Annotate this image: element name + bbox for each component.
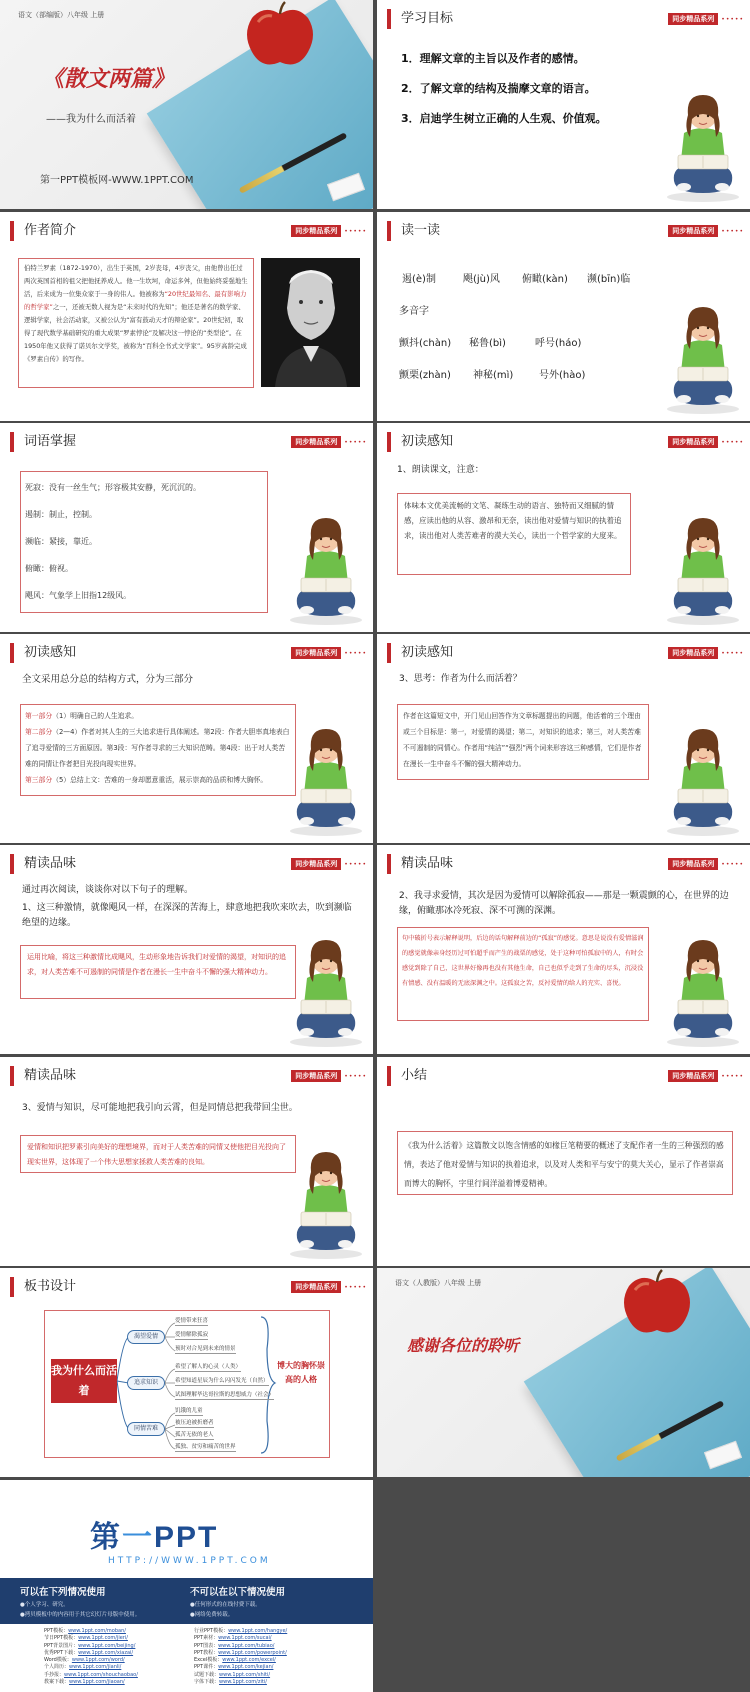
- vocab-box: [20, 471, 268, 613]
- apple-image: [619, 1268, 695, 1338]
- duoyin-label: 多音字: [399, 306, 429, 317]
- title-bar: [10, 854, 14, 874]
- slide-first-reading-3[interactable]: [377, 634, 750, 843]
- link-row[interactable]: Word模板：www.1ppt.com/word/: [44, 1657, 125, 1664]
- title-bar: [387, 221, 391, 241]
- lead-text: 通过再次阅读，谈谈你对以下句子的理解。: [22, 885, 194, 895]
- link-row[interactable]: PPT课件：www.1ppt.com/kejian/: [194, 1664, 274, 1671]
- link-row[interactable]: Excel模板：www.1ppt.com/excel/: [194, 1657, 276, 1664]
- link-row[interactable]: 优秀PPT下载：www.1ppt.com/xiazai/: [44, 1649, 134, 1656]
- slide-title: 初读感知: [24, 645, 77, 660]
- slide-title: 词语掌握: [24, 434, 77, 449]
- slide-title: 作者简介: [24, 223, 77, 238]
- right-links: [194, 1628, 287, 1686]
- brand-badge: 同步精品系列 •••••: [291, 1070, 367, 1082]
- answer-box: 句中破折号表示解释说明，后边的话句解释前边的“孤寂”的感觉。意思是说没有爱情滋润的感觉就像亲身经历过可怕超乎而产生的战栗的感觉，处于这种可怕孤寂中的人，有时会感觉到除了自己，这世界好像再也没有其他生命，自己也似乎走到了生命的尽头，沉浸没有情感、没有温暖的无底深渊之中。这孤寂之苦，反衬爱情的给人的充实、喜悦。: [397, 927, 649, 1021]
- slide-title: 板书设计: [24, 1279, 77, 1294]
- slide-title: 初读感知: [401, 645, 454, 660]
- question-text: 1、这三种激情，就像飓风一样，在深深的苦海上，肆意地把我吹来吹去，吹到濒临绝望的边缘。: [22, 903, 352, 928]
- reading-girl-image: [285, 930, 367, 1048]
- pron-item: 濒(bīn)临: [587, 274, 631, 285]
- link-row[interactable]: 教案下载：www.1ppt.com/jiaoan/: [44, 1679, 125, 1686]
- pron-item: 神秘(mì): [473, 370, 514, 381]
- summary-box: 《我为什么活着》这篇散文以饱含情感的如椽巨笔精要的概述了支配作者一生的三种强烈的感情，表达了他对爱情与知识的执着追求，以及对人类和平与安宁的莫大关心，显示了作者崇高而博大的胸怀，字里行间洋溢着博爱精神。: [397, 1131, 733, 1195]
- slide-title: 读一读: [401, 223, 441, 238]
- slide-ad[interactable]: [0, 1480, 373, 1692]
- slide-goals[interactable]: [377, 0, 750, 209]
- mindmap-node: 渴望爱情: [127, 1330, 165, 1344]
- brand-badge: 同步精品系列 •••••: [291, 1281, 367, 1293]
- title-bar: [10, 643, 14, 663]
- brand-badge: 同步精品系列 •••••: [291, 225, 367, 237]
- slide-deep-reading-3[interactable]: [0, 1057, 373, 1266]
- slide-thanks[interactable]: [377, 1268, 750, 1477]
- title-bar: [10, 1277, 14, 1297]
- title-bar: [10, 1066, 14, 1086]
- mindmap-leaf: 爱情解除孤寂: [175, 1332, 209, 1338]
- slide-title: 小结: [401, 1068, 428, 1083]
- reading-girl-image: [662, 930, 744, 1048]
- link-row[interactable]: 个人简历：www.1ppt.com/jianli/: [44, 1664, 122, 1671]
- reading-girl-image: [285, 1142, 367, 1260]
- brand-badge: 同步精品系列 •••••: [668, 13, 744, 25]
- lead-text: 3、思考：作者为什么而活着？: [399, 674, 522, 684]
- slide-cover[interactable]: [0, 0, 373, 209]
- reading-girl-image: [285, 508, 367, 626]
- brand-badge: 同步精品系列 •••••: [668, 647, 744, 659]
- pron-item: 飓(jù)风: [463, 274, 500, 285]
- cover-title: 《散文两篇》: [42, 66, 175, 92]
- title-bar: [387, 1066, 391, 1086]
- slide-deep-reading-1[interactable]: [0, 845, 373, 1054]
- reading-girl-image: [285, 719, 367, 837]
- mindmap-leaf: 饥饿的儿童: [175, 1408, 203, 1414]
- author-portrait: [261, 258, 360, 387]
- cover-subtitle: ——我为什么而活着: [46, 114, 136, 125]
- link-row[interactable]: 行业PPT模板：www.1ppt.com/hangye/: [194, 1628, 288, 1634]
- mindmap-leaf: 孤独、贫穷和痛苦的世界: [175, 1444, 236, 1450]
- link-row[interactable]: PPT模板：www.1ppt.com/moban/: [44, 1628, 126, 1634]
- apple-image: [242, 0, 318, 70]
- reading-girl-image: [662, 508, 744, 626]
- title-bar: [387, 643, 391, 663]
- slide-read[interactable]: [377, 212, 750, 421]
- mindmap-result: 博大的胸怀崇高的人格: [277, 1361, 325, 1384]
- slide-first-reading-2[interactable]: [0, 634, 373, 843]
- goals-list: [401, 44, 607, 134]
- link-row[interactable]: PPT教程：www.1ppt.com/powerpoint/: [194, 1649, 287, 1656]
- first1-box: 体味本文优美流畅的文笔、凝练生动的语言、独特而又细腻的情感，应读出他的从容、激昂和无奈，读出他对爱情与知识的执着追求，读出他对人类苦难者的漠大关心，读出一个哲学家的大度来。: [397, 493, 631, 575]
- pron-item: 呼号(háo): [535, 338, 582, 349]
- question-text: 3、爱情与知识，尽可能地把我引向云霄，但是同情总把我带回尘世。: [22, 1103, 298, 1113]
- can-use-item: ●拷贝模板中的内容用于其它幻灯片母版中使用。: [20, 1612, 141, 1618]
- slide-title: 初读感知: [401, 434, 454, 449]
- mindmap-leaf: 预时对合见到未来的情景: [175, 1346, 236, 1352]
- link-row[interactable]: 手抄报：www.1ppt.com/shouchaobao/: [44, 1671, 138, 1678]
- mindmap-leaf: 希望了解人的心灵（人类）: [175, 1364, 242, 1370]
- mindmap-root: 我为什么而活着: [51, 1359, 117, 1403]
- reading-girl-image: [662, 85, 744, 203]
- edition-label: 语文（部编版）八年级 上册: [18, 11, 105, 19]
- cannot-use-item: ●任何形式的在线付费下载。: [190, 1602, 261, 1608]
- site-logo: 第一PPT: [90, 1521, 219, 1554]
- vocab-item: 濒临：紧接，靠近。: [25, 537, 97, 546]
- author-bio-box: 伯特兰罗素（1872-1970），出生于英国，2岁丧母，4岁丧父，由他曾出任过两次英国首相的祖父把他抚养成人。他一生坎坷，命运多舛，但他始终妥强地生活，后来成为一位集众家于一身的伟人。他被称为“20世纪最知名、最有影响力的哲学家”之一，还被无数人视为是“未来时代的先知”；他还是著名的数学家、逻辑学家，社会活动家，又被公认为“富有鼓动天才的辩论家”。20世纪初，取得了现代数学基础研究的重大成果“罗素悖论”及解决这一悖论的“类型论”。在1950年他又获得了诺贝尔文学奖，被称为“百科全书式文学家”。95岁高龄完成《罗素自传》的写作。: [18, 258, 254, 388]
- link-row[interactable]: PPT背景图片：www.1ppt.com/beijing/: [44, 1642, 136, 1649]
- link-row[interactable]: 字体下载：www.1ppt.com/ziti/: [194, 1679, 267, 1686]
- cannot-use-item: ●网络免费转载。: [190, 1612, 234, 1618]
- reading-girl-image: [662, 297, 744, 415]
- mindmap-leaf: 试图理解毕达哥拉斯的思想威力（社会）: [175, 1392, 275, 1398]
- can-use-item: ●个人学习、研究。: [20, 1602, 69, 1608]
- title-bar: [387, 432, 391, 452]
- thanks-text: 感谢各位的聆听: [407, 1336, 520, 1355]
- mindmap-leaf: 孤苦无依的老人: [175, 1432, 214, 1438]
- mindmap-leaf: 希望知道星辰为什么闪闪发光（自然）: [175, 1378, 269, 1384]
- pron-item: 秘鲁(bì): [469, 338, 506, 349]
- lead-text: 1、朗读课文，注意：: [397, 465, 484, 475]
- structure-box: 第一部分（1）明确自己的人生追求。 第二部分（2—4）作者对其人生的三大追求进行具体阐述。第2段：作者大胆率真地表白了追寻爱情的三方面原因。第3段：写作者寻求的三大知识范畴。第4段：出于对人类苦难的同情让作者把目光投向现实世界。 第三部分（5）总结上文：苦难的一身却愿意重活，展示崇高的品质和博大胸怀。: [20, 704, 296, 796]
- brand-badge: 同步精品系列 •••••: [291, 858, 367, 870]
- mindmap-leaf: 被压迫被折磨者: [175, 1420, 214, 1426]
- first3-box: 作者在这篇短文中，开门见山回答作为文章标题提出的问题，他活着的三个理由或三个目标是：第一，对爱情的渴望；第二，对知识的追求；第三，对人类苦难不可遏制的同情心。作者用“纯洁”“强烈”两个词来形容这三种感情，它们是作者在漫长一生中奋斗不懈的强大精神动力。: [397, 704, 649, 780]
- title-bar: [387, 854, 391, 874]
- cover-site: 第一PPT模板网-WWW.1PPT.COM: [40, 175, 194, 186]
- brand-badge: 同步精品系列 •••••: [668, 1070, 744, 1082]
- goal-item: 3．启迪学生树立正确的人生观、价值观。: [401, 112, 607, 125]
- pron-item: 俯瞰(kàn): [522, 274, 568, 285]
- link-row[interactable]: PPT图表：www.1ppt.com/tubiao/: [194, 1642, 275, 1649]
- goal-item: 2．了解文章的结构及揣摩文章的语言。: [401, 82, 596, 95]
- title-bar: [10, 432, 14, 452]
- can-use-title: 可以在下列情况使用: [20, 1587, 106, 1598]
- goal-item: 1．理解文章的主旨以及作者的感情。: [401, 52, 585, 65]
- link-row[interactable]: 试题下载：www.1ppt.com/shiti/: [194, 1671, 271, 1678]
- brand-badge: 同步精品系列 •••••: [291, 647, 367, 659]
- brand-badge: 同步精品系列 •••••: [291, 436, 367, 448]
- vocab-item: 俯瞰：俯视。: [25, 564, 73, 573]
- mindmap-node: 追求知识: [127, 1376, 165, 1390]
- pron-item: 号外(hào): [539, 370, 586, 381]
- slide-title: 精读品味: [401, 856, 454, 871]
- answer-box: 爱情和知识把罗素引向美好的理想境界，而对于人类苦难的同情又使他把目光投向了现实世界，这体现了一个伟大思想家拯救人类苦难的良知。: [20, 1135, 296, 1173]
- slide-title: 精读品味: [24, 1068, 77, 1083]
- link-row[interactable]: 节日PPT模板：www.1ppt.com/jieri/: [44, 1635, 128, 1642]
- vocab-item: 死寂：没有一丝生气；形容极其安静，死沉沉的。: [25, 483, 201, 492]
- vocab-item: 飓风：气象学上旧指12级风。: [25, 591, 132, 600]
- pron-item: 颤抖(chàn): [399, 338, 452, 349]
- brand-badge: 同步精品系列 •••••: [668, 225, 744, 237]
- pron-item: 遏(è)制: [402, 274, 436, 285]
- question-text: 2、我寻求爱情，其次是因为爱情可以解除孤寂——那是一颗震颤的心，在世界的边缘，俯瞰那冰冷死寂、深不可测的深渊。: [399, 891, 729, 916]
- slide-first-reading-1[interactable]: [377, 423, 750, 632]
- mindmap: [44, 1310, 330, 1458]
- pron-item: 颤栗(zhàn): [399, 370, 451, 381]
- slide-title: 精读品味: [24, 856, 77, 871]
- lead-text: 全文采用总分总的结构方式，分为三部分: [22, 674, 194, 685]
- left-links: [44, 1628, 138, 1686]
- vocab-item: 遏制：制止，控制。: [25, 510, 97, 519]
- edition-label: 语文（人教版）八年级 上册: [395, 1279, 482, 1287]
- slide-vocab[interactable]: [0, 423, 373, 632]
- slide-author[interactable]: [0, 212, 373, 421]
- brand-badge: 同步精品系列 •••••: [668, 858, 744, 870]
- answer-box: 运用比喻，将这三种激情比成飓风，生动形象地告诉我们对爱情的渴望，对知识的追求，对人类苦难不可遏制的同情是作者在漫长一生中奋斗不懈的强大精神动力。: [20, 945, 296, 999]
- cannot-use-title: 不可以在以下情况使用: [190, 1587, 286, 1598]
- reading-girl-image: [662, 719, 744, 837]
- site-url[interactable]: HTTP://WWW.1PPT.COM: [108, 1556, 271, 1566]
- brand-badge: 同步精品系列 •••••: [668, 436, 744, 448]
- title-bar: [10, 221, 14, 241]
- slide-title: 学习目标: [401, 11, 454, 26]
- slide-board-design[interactable]: [0, 1268, 373, 1477]
- link-row[interactable]: PPT素材：www.1ppt.com/sucai/: [194, 1635, 272, 1642]
- mindmap-node: 同情苦难: [127, 1422, 165, 1436]
- slide-summary[interactable]: [377, 1057, 750, 1266]
- mindmap-leaf: 爱情带来狂喜: [175, 1318, 209, 1324]
- title-bar: [387, 9, 391, 29]
- slide-deep-reading-2[interactable]: [377, 845, 750, 1054]
